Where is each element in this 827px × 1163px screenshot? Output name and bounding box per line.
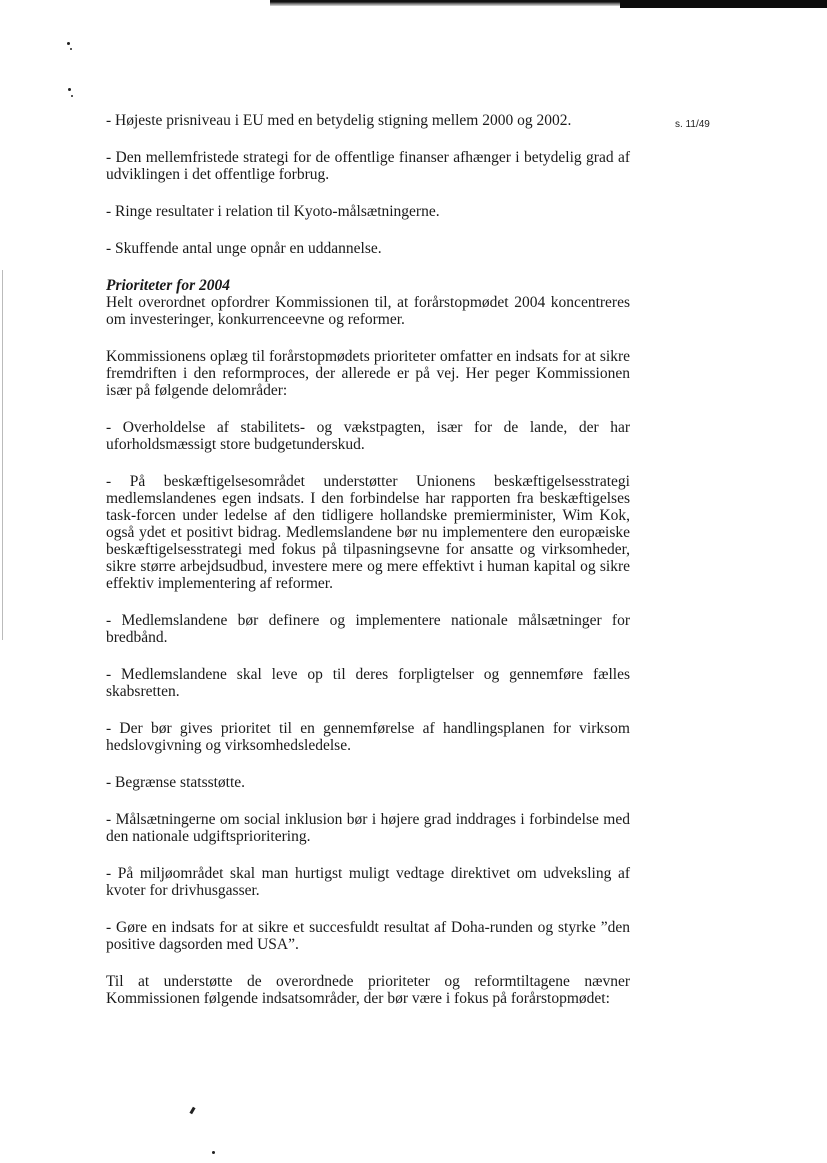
scan-speck bbox=[70, 48, 72, 50]
section-intro: Helt overordnet opfordrer Kommissionen til, at forårstopmødet 2004 koncentreres om investeringer, konkurrenceevne og reformer. bbox=[106, 294, 630, 328]
scan-speck bbox=[68, 88, 71, 91]
priority-bullet-7: - Målsætningerne om social inklusion bør i højere grad inddrages i forbindelse med den nationale udgiftsprioritering. bbox=[106, 811, 630, 845]
bullet-top-3: - Ringe resultater i relation til Kyoto-målsætningerne. bbox=[106, 203, 440, 220]
document-body bbox=[106, 112, 630, 1027]
priority-bullet-2: - På beskæftigelsesområdet understøtter Unionens beskæftigelsesstrategi medlemslandenes egen indsats. I den forbindelse har rapporten fra beskæftigelses task-forcen under ledelse af den tidligere hollandske premierminister, Wim Kok, også ydet et positivt bidrag. Medlemslandene bør nu implementere den europæiske beskæftigelsesstrategi med fokus på tilpasningsevne for ansatte og virksomheder, sikre større arbejdsudbud, investere mere og mere effektivt i human kapital og sikre effektiv implementering af reformer. bbox=[106, 473, 630, 592]
closing-paragraph: Til at understøtte de overordnede prioriteter og reformtiltagene nævner Kommissionen følgende indsatsområder, der bør være i fokus på forårstopmødet: bbox=[106, 973, 630, 1007]
scan-speck bbox=[212, 1151, 215, 1154]
scan-speck bbox=[67, 42, 70, 45]
priority-bullet-8: - På miljøområdet skal man hurtigst muligt vedtage direktivet om udveksling af kvoter for drivhusgasser. bbox=[106, 865, 630, 899]
scan-top-edge-dark bbox=[620, 0, 827, 8]
priority-bullet-4: - Medlemslandene skal leve op til deres forpligtelser og gennemføre fælles skabsretten. bbox=[106, 666, 630, 700]
section-heading: Prioriteter for 2004 bbox=[106, 277, 230, 294]
section-lead: Kommissionens oplæg til forårstopmødets prioriteter omfatter en indsats for at sikre fremdriften i den reformproces, der allerede er på vej. Her peger Kommissionen især på følgende delområder: bbox=[106, 348, 630, 399]
page-number: s. 11/49 bbox=[675, 119, 710, 130]
scan-speck bbox=[71, 95, 73, 97]
bullet-top-4: - Skuffende antal unge opnår en uddannelse. bbox=[106, 240, 382, 257]
priority-bullet-9: - Gøre en indsats for at sikre et succesfuldt resultat af Doha-runden og styrke ”den positive dagsorden med USA”. bbox=[106, 919, 630, 953]
bullet-top-2: - Den mellemfristede strategi for de offentlige finanser afhænger i betydelig grad af udviklingen i det offentlige forbrug. bbox=[106, 149, 630, 183]
priority-bullet-1: - Overholdelse af stabilitets- og vækstpagten, især for de lande, der har uforholdsmæssigt store budgetunderskud. bbox=[106, 419, 630, 453]
scan-left-edge bbox=[2, 270, 3, 640]
pen-mark bbox=[189, 1107, 195, 1115]
priority-bullet-6: - Begrænse statsstøtte. bbox=[106, 774, 246, 791]
priority-bullet-3: - Medlemslandene bør definere og implementere nationale målsætninger for bredbånd. bbox=[106, 612, 630, 646]
bullet-top-1: - Højeste prisniveau i EU med en betydelig stigning mellem 2000 og 2002. bbox=[106, 112, 572, 129]
priority-bullet-5: - Der bør gives prioritet til en gennemførelse af handlingsplanen for virksom hedslovgivning og virksomhedsledelse. bbox=[106, 720, 630, 754]
